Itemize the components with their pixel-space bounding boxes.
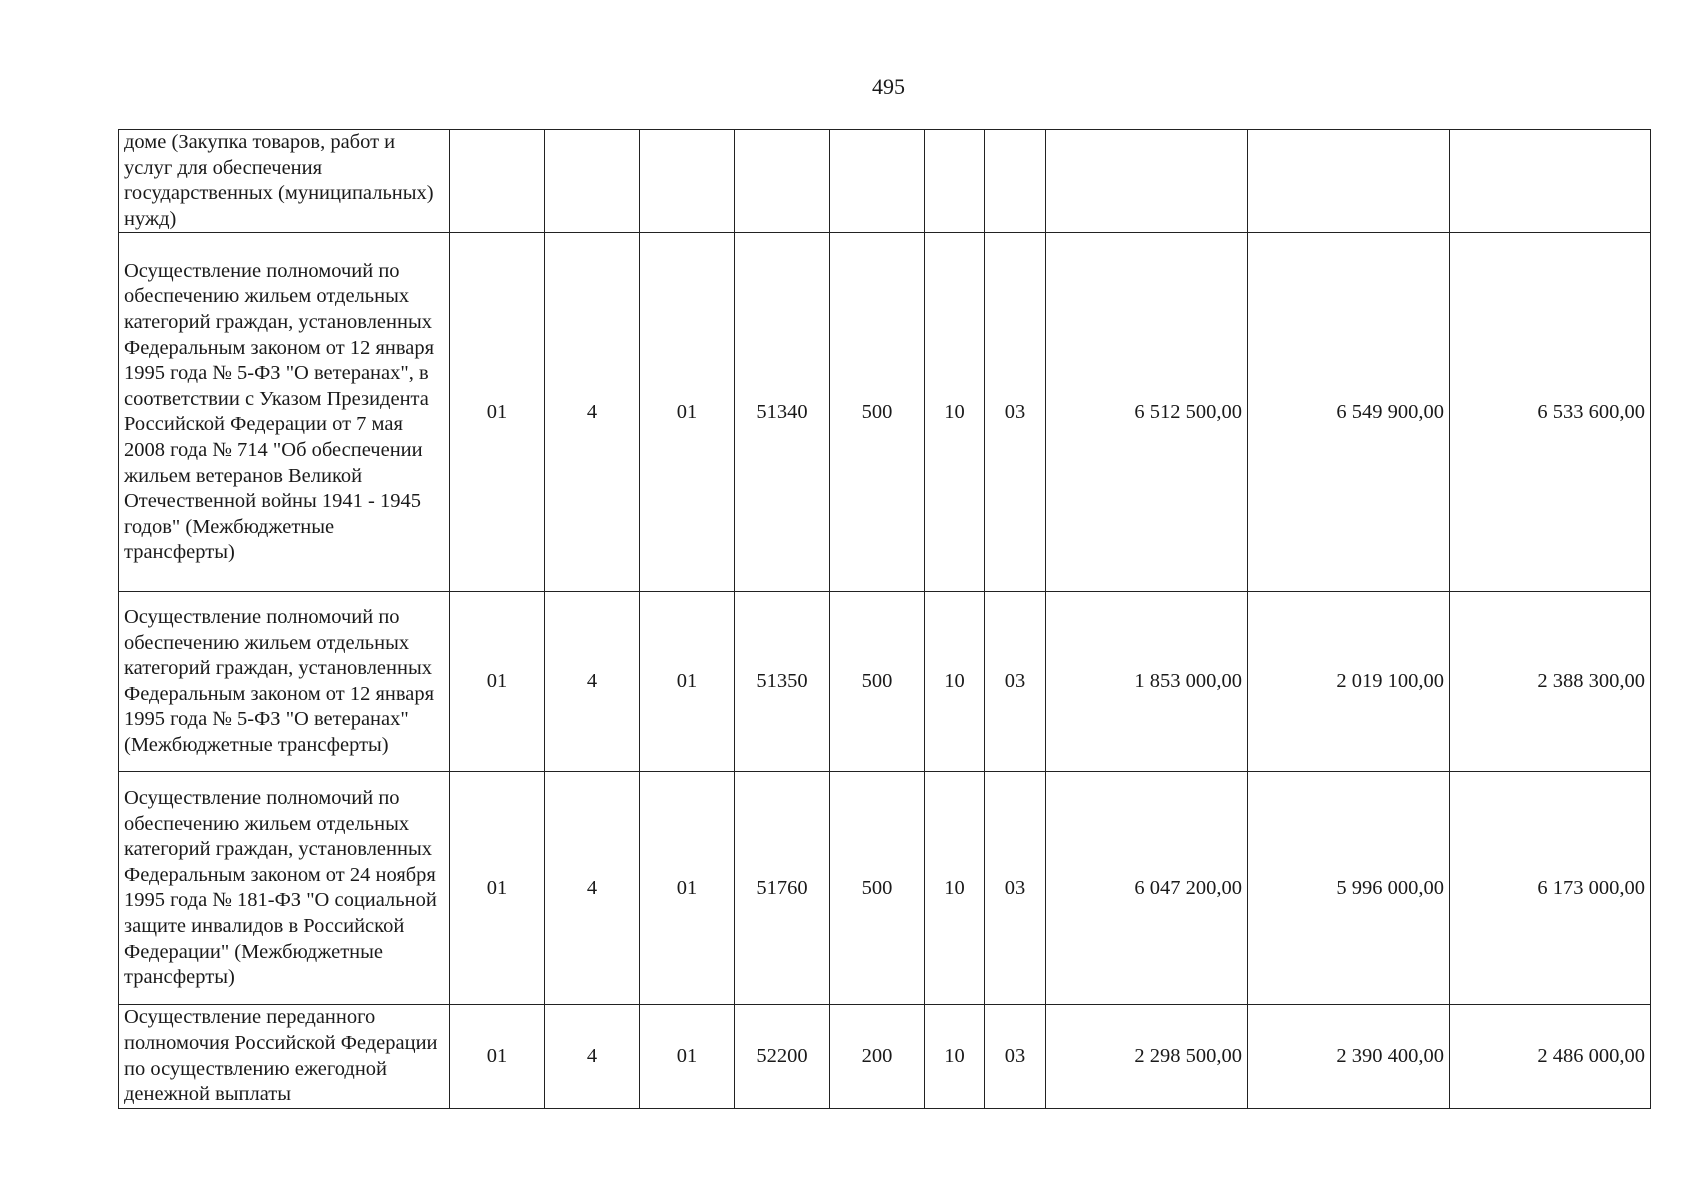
cell-code-7: 03 — [985, 233, 1046, 592]
table-row — [119, 130, 1651, 233]
cell-amount-2 — [1248, 130, 1450, 233]
cell-code-1: 01 — [450, 1005, 545, 1108]
cell-code-6: 10 — [925, 233, 985, 592]
cell-amount-1 — [1046, 130, 1248, 233]
cell-code-2: 4 — [545, 772, 640, 1005]
cell-code-5: 200 — [830, 1005, 925, 1108]
cell-amount-3: 2 388 300,00 — [1450, 592, 1651, 772]
cell-amount-1: 6 512 500,00 — [1046, 233, 1248, 592]
budget-table — [118, 129, 1651, 1109]
cell-amount-3: 6 533 600,00 — [1450, 233, 1651, 592]
row-description: Осуществление полномочий по обеспечению жильем отдельных категорий граждан, установленных Федеральным законом от 12 января 1995 года № 5-ФЗ "О ветеранах", в соответствии с Указом Президента Российской Федерации от 7 мая 2008 года № 714 "Об обеспечении жильем ветеранов Великой Отечественной войны 1941 - 1945 годов" (Межбюджетные трансферты) — [119, 233, 450, 592]
cell-code-6: 10 — [925, 1005, 985, 1108]
cell-amount-3 — [1450, 130, 1651, 233]
table-row — [119, 592, 1651, 772]
cell-code-6 — [925, 130, 985, 233]
cell-amount-2: 5 996 000,00 — [1248, 772, 1450, 1005]
cell-code-7: 03 — [985, 1005, 1046, 1108]
cell-code-5: 500 — [830, 592, 925, 772]
cell-code-1: 01 — [450, 772, 545, 1005]
cell-code-2 — [545, 130, 640, 233]
cell-code-1: 01 — [450, 233, 545, 592]
cell-code-4: 51350 — [735, 592, 830, 772]
row-description: Осуществление переданного полномочия Российской Федерации по осуществлению ежегодной денежной выплаты — [119, 1005, 450, 1108]
row-description: доме (Закупка товаров, работ и услуг для обеспечения государственных (муниципальных) нужд) — [119, 130, 450, 233]
page-number: 495 — [872, 74, 905, 99]
cell-code-1 — [450, 130, 545, 233]
cell-code-7: 03 — [985, 772, 1046, 1005]
cell-code-6: 10 — [925, 592, 985, 772]
cell-code-4: 51760 — [735, 772, 830, 1005]
cell-code-2: 4 — [545, 592, 640, 772]
cell-code-3: 01 — [640, 772, 735, 1005]
cell-code-3: 01 — [640, 592, 735, 772]
cell-code-2: 4 — [545, 1005, 640, 1108]
cell-amount-1: 6 047 200,00 — [1046, 772, 1248, 1005]
cell-code-5 — [830, 130, 925, 233]
table-row — [119, 1005, 1651, 1108]
cell-amount-2: 2 390 400,00 — [1248, 1005, 1450, 1108]
cell-code-3: 01 — [640, 233, 735, 592]
cell-amount-2: 6 549 900,00 — [1248, 233, 1450, 592]
cell-code-5: 500 — [830, 233, 925, 592]
cell-code-7: 03 — [985, 592, 1046, 772]
cell-code-5: 500 — [830, 772, 925, 1005]
cell-amount-3: 6 173 000,00 — [1450, 772, 1651, 1005]
cell-amount-1: 2 298 500,00 — [1046, 1005, 1248, 1108]
cell-code-7 — [985, 130, 1046, 233]
cell-code-2: 4 — [545, 233, 640, 592]
cell-code-6: 10 — [925, 772, 985, 1005]
row-description: Осуществление полномочий по обеспечению жильем отдельных категорий граждан, установленных Федеральным законом от 12 января 1995 года № 5-ФЗ "О ветеранах" (Межбюджетные трансферты) — [119, 592, 450, 772]
cell-code-1: 01 — [450, 592, 545, 772]
row-description: Осуществление полномочий по обеспечению жильем отдельных категорий граждан, установленных Федеральным законом от 24 ноября 1995 года № 181-ФЗ "О социальной защите инвалидов в Российской Федерации" (Межбюджетные трансферты) — [119, 772, 450, 1005]
table-row — [119, 233, 1651, 592]
cell-amount-2: 2 019 100,00 — [1248, 592, 1450, 772]
cell-code-4 — [735, 130, 830, 233]
cell-code-4: 51340 — [735, 233, 830, 592]
cell-code-3 — [640, 130, 735, 233]
cell-code-4: 52200 — [735, 1005, 830, 1108]
cell-code-3: 01 — [640, 1005, 735, 1108]
cell-amount-1: 1 853 000,00 — [1046, 592, 1248, 772]
cell-amount-3: 2 486 000,00 — [1450, 1005, 1651, 1108]
table-row — [119, 772, 1651, 1005]
